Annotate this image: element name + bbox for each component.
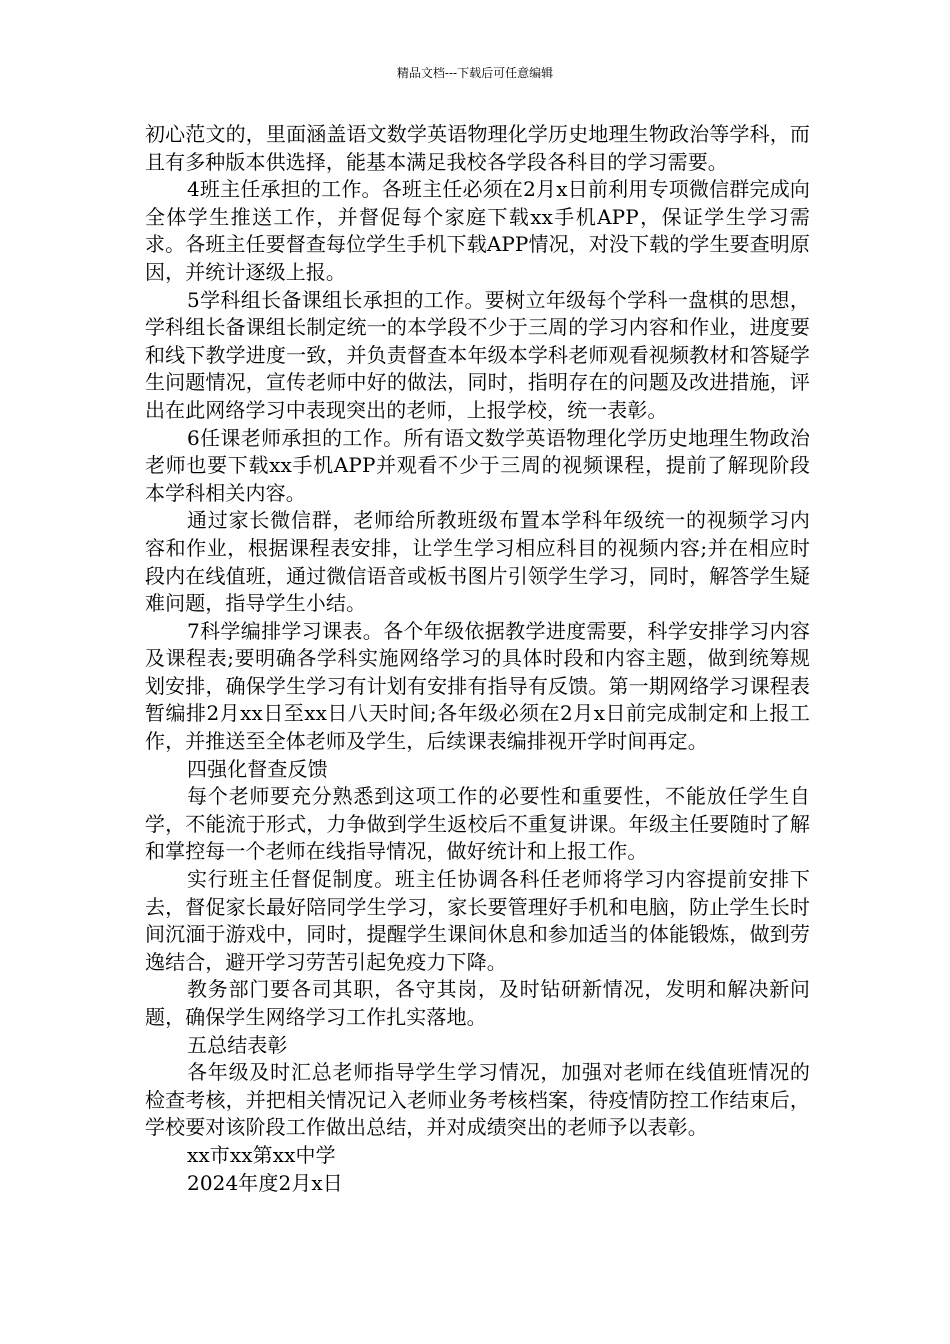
paragraph: 7科学编排学习课表。各个年级依据教学进度需要，科学安排学习内容及课程表;要明确各学科实施网络学习的具体时段和内容主题，做到统筹规划安排，确保学生学习有计划有安排有指导有反馈。第一期网络学习课程表暂编排2月xx日至xx日八天时间;各年级必须在2月x日前完成制定和上报工作，并推送至全体老师及学生，后续课表编排视开学时间再定。 [145,618,810,754]
paragraph: 各年级及时汇总老师指导学生学习情况，加强对老师在线值班情况的检查考核，并把相关情况记入老师业务考核档案，待疫情防控工作结束后，学校要对该阶段工作做出总结，并对成绩突出的老师予以表彰。 [145,1060,810,1140]
section-heading: 五总结表彰 [187,1032,288,1057]
paragraph: 6任课老师承担的工作。所有语文数学英语物理化学历史地理生物政治老师也要下载xx手机APP并观看不少于三周的视频课程，提前了解现阶段本学科相关内容。 [145,425,810,505]
paragraph: 每个老师要充分熟悉到这项工作的必要性和重要性，不能放任学生自学，不能流于形式，力争做到学生返校后不重复讲课。年级主任要随时了解和掌控每一个老师在线指导情况，做好统计和上报工作。 [145,784,810,864]
document-body [145,121,810,1197]
paragraph: 教务部门要各司其职，各守其岗，及时钻研新情况，发明和解决新问题，确保学生网络学习工作扎实落地。 [145,977,810,1029]
paragraph: 实行班主任督促制度。班主任协调各科任老师将学习内容提前安排下去，督促家长最好陪同学生学习，家长要管理好手机和电脑，防止学生长时间沉湎于游戏中，同时，提醒学生课间休息和参加适当的体能锻炼，做到劳逸结合，避开学习劳苦引起免疫力下降。 [145,867,810,974]
paragraph: 4班主任承担的工作。各班主任必须在2月x日前利用专项微信群完成向全体学生推送工作，并督促每个家庭下载xx手机APP，保证学生学习需求。各班主任要督查每位学生手机下载APP情况，对没下载的学生要查明原因，并统计逐级上报。 [145,177,810,284]
paragraph: 通过家长微信群，老师给所教班级布置本学科年级统一的视频学习内容和作业，根据课程表安排，让学生学习相应科目的视频内容;并在相应时段内在线值班，通过微信语音或板书图片引领学生学习，同时，解答学生疑难问题，指导学生小结。 [145,508,810,616]
page-header: 精品文档---下载后可任意编辑 [396,66,554,80]
paragraph: 初心范文的，里面涵盖语文数学英语物理化学历史地理生物政治等学科，而且有多种版本供选择，能基本满足我校各学段各科目的学习需要。 [145,122,810,174]
signature-date: 2024年度2月x日 [187,1170,343,1195]
paragraph: 5学科组长备课组长承担的工作。要树立年级每个学科一盘棋的思想，学科组长备课组长制定统一的本学段不少于三周的学习内容和作业，进度要和线下教学进度一致，并负责督查本年级本学科老师观看视频教材和答疑学生问题情况，宣传老师中好的做法，同时，指明存在的问题及改进措施，评出在此网络学习中表现突出的老师，上报学校，统一表彰。 [145,287,810,422]
section-heading: 四强化督查反馈 [187,756,328,781]
signature-school: xx市xx第xx中学 [187,1142,336,1167]
